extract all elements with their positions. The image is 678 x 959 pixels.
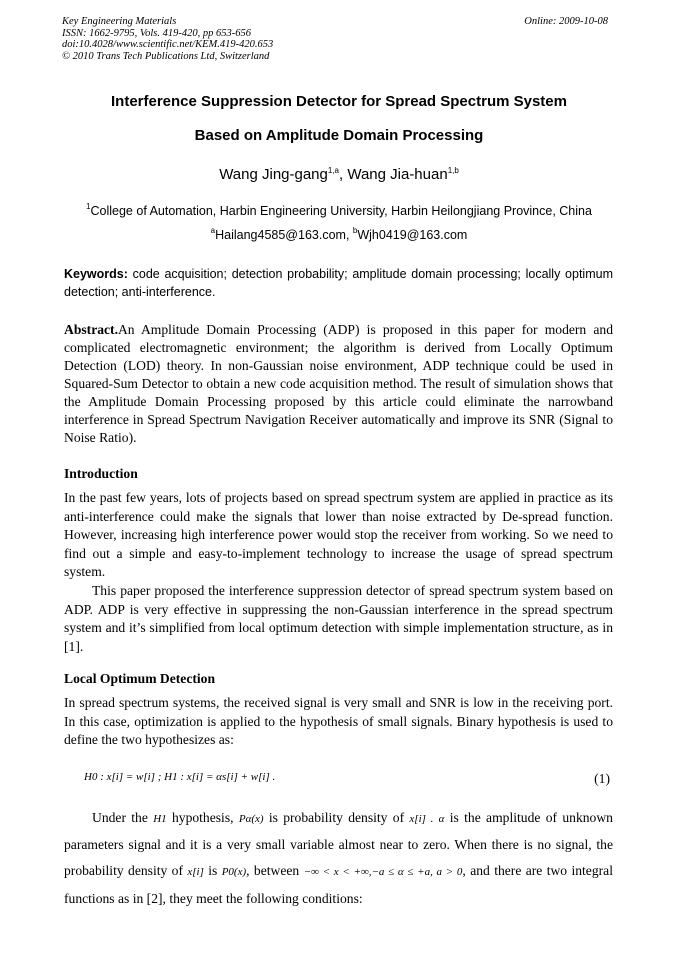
math-range: −∞ < x < +∞,−a ≤ α ≤ +a, a > 0 bbox=[303, 866, 463, 879]
paper-title-line-1: Interference Suppression Detector for Spread Spectrum System bbox=[111, 93, 567, 110]
online-date: Online: 2009-10-08 bbox=[524, 16, 608, 27]
doi-line: doi:10.4028/www.scientific.net/KEM.419-420.653 bbox=[62, 39, 274, 50]
paper-title-line-2: Based on Amplitude Domain Processing bbox=[194, 127, 484, 144]
section-heading-introduction: Introduction bbox=[64, 466, 138, 481]
equation-1-number: (1) bbox=[594, 771, 610, 786]
math-x-i: x[i] bbox=[187, 866, 204, 879]
introduction-body bbox=[64, 489, 613, 656]
equation-1 bbox=[84, 771, 610, 786]
author-2-sup: 1,b bbox=[447, 166, 459, 175]
lod-paragraph-1: In spread spectrum systems, the received signal is very small and SNR is low in the receiving port. In this case, optimization is applied to the hypothesis of small signals. Binary hypothesis is used to define the two hypothesizes as: bbox=[64, 695, 613, 748]
math-h1: H1 bbox=[153, 813, 167, 825]
text-run: , and there are two integral functions as in [2], they meet the following conditions: bbox=[64, 863, 613, 906]
introduction-paragraph-2: This paper proposed the interference suppression detector of spread spectrum system based on ADP. ADP is very effective in suppressing the non-Gaussian interference in the spread spectrum system and it’s simplified from local optimum detection with simple implementation structure, as in [1]. bbox=[64, 582, 613, 654]
introduction-paragraph-1: In the past few years, lots of projects based on spread spectrum system are applied in practice as its anti-interference could make the signals that lower than noise extracted by De-spread function. However, increasing high interference power would stop the receiver from working. So we need to find out a simple and easy-to-implement technology to increase the usage of spread spectrum system. bbox=[64, 490, 613, 580]
text-run: hypothesis, bbox=[171, 810, 234, 825]
journal-name: Key Engineering Materials bbox=[62, 16, 177, 27]
text-run: is bbox=[208, 863, 218, 879]
keywords bbox=[64, 265, 613, 301]
abstract-text: An Amplitude Domain Processing (ADP) is proposed in this paper for modern and complicated electromagnetic environment; the algorithm is derived from Locally Optimum Detection (LOD) theory. In non-Gaussian noise environment, ADP technique could be used in Squared-Sum Detector to obtain a new code acquisition method. The result of simulation shows that the Amplitude Domain Processing proposed by this article could eliminate the narrowband interference in Spread Spectrum Navigation Receiver automatically and improve its SNR (Signal to Noise Ratio). bbox=[64, 322, 613, 445]
equation-1-body: H0 : x[i] = w[i] ; H1 : x[i] = αs[i] + w[i] . bbox=[84, 771, 276, 783]
author-1-name: Wang Jing-gang bbox=[219, 166, 328, 183]
affiliation-text: College of Automation, Harbin Engineering University, Harbin Heilongjiang Province, China bbox=[90, 204, 592, 218]
abstract-label: Abstract. bbox=[64, 322, 118, 337]
math-alpha: α bbox=[438, 813, 445, 825]
math-p0: P0(x) bbox=[221, 866, 247, 879]
section-heading-local-optimum-detection: Local Optimum Detection bbox=[64, 671, 216, 686]
email-b[interactable]: Wjh0419@163.com bbox=[357, 228, 468, 242]
author-list: Wang Jing-gang$^{1,a}$, Wang Jia-huan$^{1,b}$ bbox=[219, 166, 459, 183]
lod-paragraph-2 bbox=[64, 805, 613, 912]
copyright-line: © 2010 Trans Tech Publications Ltd, Switzerland bbox=[62, 50, 270, 62]
affiliation-sup: 1 bbox=[86, 202, 91, 211]
email-a-sup: a bbox=[210, 226, 216, 235]
journal-header bbox=[62, 16, 273, 62]
affiliation bbox=[0, 204, 678, 218]
text-run: is the amplitude of unknown parameters signal and it is a very small variable almost near to zero. When there is no signal, the probability density of bbox=[64, 810, 613, 879]
email-a[interactable]: Hailang4585@163.com bbox=[215, 228, 346, 242]
keywords-label: Keywords: bbox=[64, 267, 128, 281]
text-run: , between bbox=[246, 863, 300, 879]
author-emails: $^a$Hailang4585@163.com, $^b$Wjh0419@163.com bbox=[210, 226, 468, 242]
keywords-text: code acquisition; detection probability; amplitude domain processing; locally optimum detection; anti-interference. bbox=[64, 267, 613, 299]
math-x-i: x[i] . bbox=[409, 813, 434, 825]
author-2-name: Wang Jia-huan bbox=[347, 166, 448, 183]
email-b-sup: b bbox=[352, 226, 358, 235]
text-run: Under the bbox=[92, 810, 148, 825]
issn-line: ISSN: 1662-9795, Vols. 419-420, pp 653-656 bbox=[62, 27, 251, 39]
text-run: is probability density of bbox=[268, 810, 405, 825]
math-p-alpha: Pα(x) bbox=[238, 813, 264, 825]
abstract bbox=[64, 321, 613, 447]
author-1-sup: 1,a bbox=[327, 166, 339, 175]
